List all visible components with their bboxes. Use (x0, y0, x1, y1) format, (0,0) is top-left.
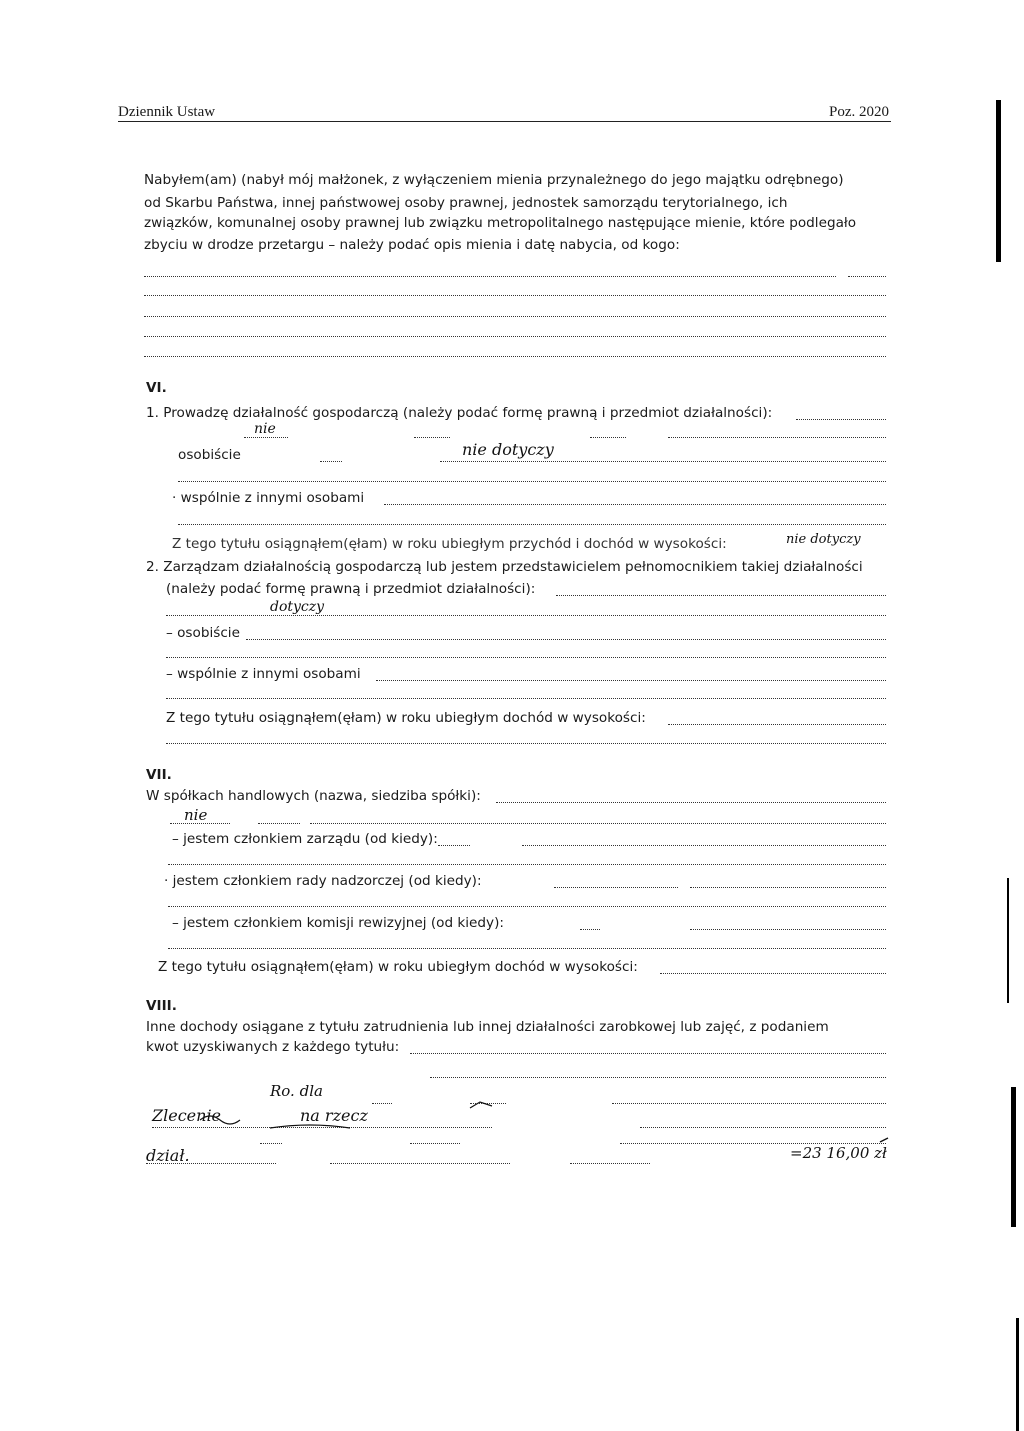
fill-line (580, 929, 600, 930)
section-heading: VIII. (146, 998, 177, 1014)
vi-item1-personal: osobiście (178, 447, 241, 463)
fill-line (178, 524, 886, 525)
journal-name: Dziennik Ustaw (118, 104, 216, 120)
fill-line (430, 1077, 886, 1078)
fill-line (414, 437, 450, 438)
fill-line (410, 1053, 886, 1054)
vi-item1-label: 1. Prowadzę działalność gospodarczą (należy podać formę prawną i przedmiot działalności): (146, 405, 773, 421)
fill-line (144, 295, 886, 296)
fill-line (496, 802, 886, 803)
handwritten-entry: nie (184, 806, 208, 824)
fill-line (168, 864, 886, 865)
fill-line (310, 823, 886, 824)
fill-line (660, 973, 886, 974)
fill-line (178, 481, 886, 482)
handwritten-entry: dotyczy (270, 599, 325, 615)
header-rule (118, 121, 891, 122)
fill-line (144, 356, 886, 357)
fill-line (244, 437, 288, 438)
handwritten-entry: dział. (146, 1146, 190, 1165)
fill-line (848, 276, 886, 277)
fill-line (320, 461, 342, 462)
vii-income: Z tego tytułu osiągnąłem(ęłam) w roku ubiegłym dochód w wysokości: (158, 959, 638, 975)
fill-line (438, 845, 470, 846)
handwritten-entry: Zlecenie (152, 1106, 222, 1125)
handwritten-entry: na rzecz (300, 1106, 368, 1125)
viii-line: kwot uzyskiwanych z każdego tytułu: (146, 1039, 400, 1055)
fill-line (668, 437, 886, 438)
fill-line (690, 887, 886, 888)
intro-line: związków, komunalnej osoby prawnej lub związku metropolitalnego następujące mienie, które podlegało (144, 215, 857, 231)
fill-line (556, 595, 886, 596)
vi-item2-label-cont: (należy podać formę prawną i przedmiot działalności): (166, 581, 536, 597)
fill-line (796, 419, 886, 420)
fill-line (440, 461, 886, 462)
vi-item2-personal: – osobiście (166, 625, 240, 641)
vii-intro: W spółkach handlowych (nazwa, siedziba spółki): (146, 788, 481, 804)
handwritten-entry: nie (254, 421, 276, 437)
fill-line (384, 504, 886, 505)
vii-board: – jestem członkiem zarządu (od kiedy): (172, 831, 438, 847)
fill-line (522, 845, 886, 846)
vii-supervisory: · jestem członkiem rady nadzorczej (od kiedy): (164, 873, 482, 889)
vi-item2-label: 2. Zarządzam działalnością gospodarczą lub jestem przedstawicielem pełnomocnikiem takiej działalności (146, 559, 863, 575)
fill-line (144, 336, 886, 337)
intro-line: od Skarbu Państwa, innej państwowej osoby prawnej, jednostek samorządu terytorialnego, ich (144, 195, 788, 211)
scan-edge-mark (1016, 1318, 1019, 1431)
fill-line (668, 724, 886, 725)
fill-line (166, 615, 886, 616)
viii-line: Inne dochody osiągane z tytułu zatrudnienia lub innej działalności zarobkowej lub zajęć, z podaniem (146, 1019, 829, 1035)
fill-line (166, 657, 886, 658)
fill-line (246, 639, 886, 640)
scan-edge-mark (996, 100, 1001, 262)
fill-line (144, 316, 886, 317)
intro-line: zbyciu w drodze przetargu – należy podać opis mienia i datę nabycia, od kogo: (144, 237, 680, 253)
vi-item2-joint: – wspólnie z innymi osobami (166, 666, 361, 682)
handwritten-entry: =23 16,00 zł (790, 1144, 887, 1162)
position-number: Poz. 2020 (829, 104, 889, 120)
handwriting-strokes (140, 1080, 900, 1180)
fill-line (590, 437, 626, 438)
section-heading: VI. (146, 380, 167, 396)
vi-item2-income: Z tego tytułu osiągnąłem(ęłam) w roku ubiegłym dochód w wysokości: (166, 710, 646, 726)
vi-item1-income: Z tego tytułu osiągnąłem(ęłam) w roku ubiegłym przychód i dochód w wysokości: (172, 536, 727, 552)
scan-edge-mark (1011, 1087, 1016, 1227)
intro-line: Nabyłem(am) (nabył mój małżonek, z wyłączeniem mienia przynależnego do jego majątku odrębnego) (144, 172, 844, 188)
fill-line (554, 887, 678, 888)
scan-edge-mark (1007, 878, 1009, 1003)
fill-line (376, 680, 886, 681)
fill-line (166, 743, 886, 744)
fill-line (258, 823, 300, 824)
fill-line (144, 276, 836, 277)
fill-line (690, 929, 886, 930)
vi-item1-joint: · wspólnie z innymi osobami (172, 490, 365, 506)
fill-line (166, 698, 886, 699)
fill-line (168, 948, 886, 949)
handwritten-entry: Ro. dla (270, 1082, 323, 1100)
fill-line (168, 906, 886, 907)
handwritten-entry: nie dotyczy (786, 532, 861, 547)
handwritten-entry: nie dotyczy (462, 440, 554, 459)
vii-audit: – jestem członkiem komisji rewizyjnej (od kiedy): (172, 915, 504, 931)
section-heading: VII. (146, 767, 172, 783)
